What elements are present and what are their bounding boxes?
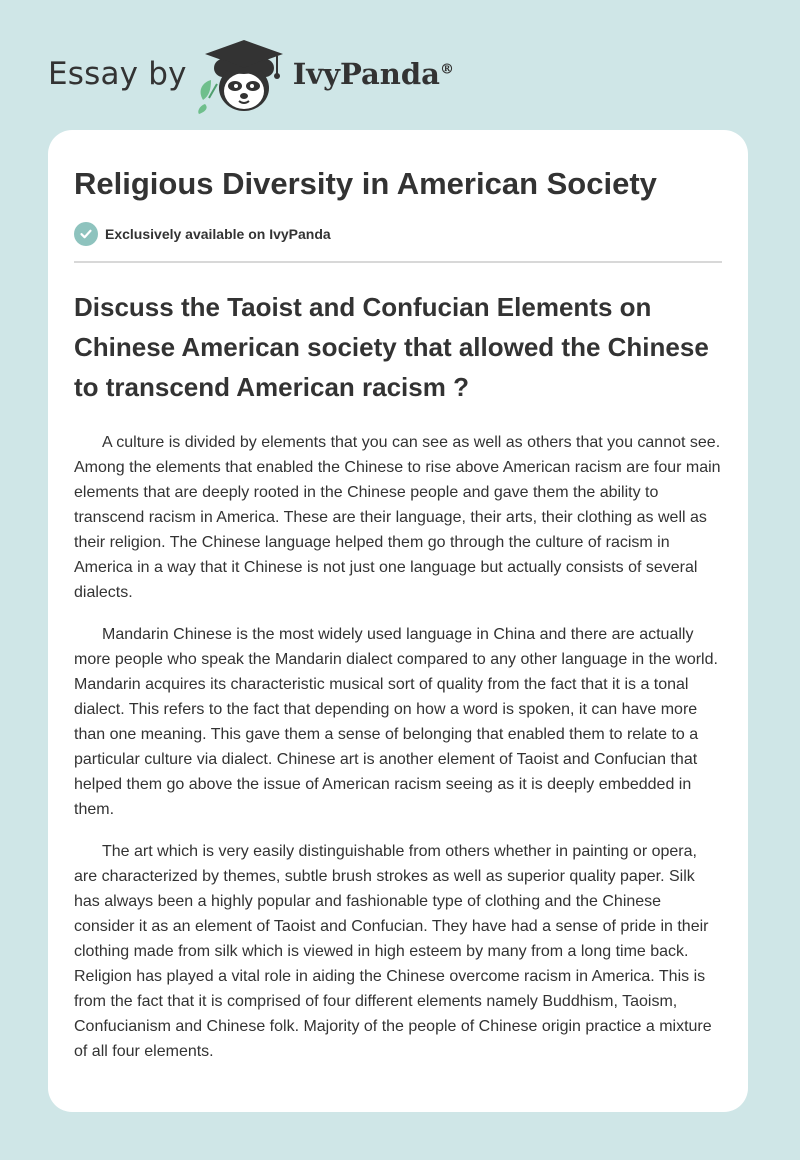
article-card	[48, 130, 748, 1112]
brand-prefix: Essay by	[48, 56, 187, 92]
paragraph-1: A culture is divided by elements that you can see as well as others that you cannot see. Among the elements that enabled the Chinese to rise above American racism are four main elements that are deeply rooted in the Chinese people and gave them the ability to transcend racism in America. These are their language, their arts, their clothing as well as their religion. The Chinese language helped them go through the culture of racism in America in a way that it Chinese is not just one language but actually consists of several dialects.	[74, 434, 721, 601]
paragraph-3: The art which is very easily distinguishable from others whether in painting or opera, are characterized by themes, subtle brush strokes as well as superior quality paper. Silk has always been a highly popular and fashionable type of clothing and the Chinese consider it as an element of Taoist and Confucian. They have had a sense of pride in their clothing made from silk which is viewed in high esteem by many from a long time back. Religion has played a vital role in aiding the Chinese overcome racism in America. This is from the fact that it is comprised of four different elements namely Buddhism, Taoism, Confucianism and Chinese folk. Majority of the people of Chinese origin practice a mixture of all four elements.	[74, 843, 712, 1060]
trademark-symbol: ®	[439, 61, 454, 78]
site-brand[interactable]	[48, 34, 454, 114]
paragraph-2: Mandarin Chinese is the most widely used language in China and there are actually more people who speak the Mandarin dialect compared to any other language in the world. Mandarin acquires its characteristic musical sort of quality from the fact that it is a tonal dialect. This refers to the fact that depending on how a word is spoken, it can have more than one meaning. This gave them a sense of belonging that enabled them to relate to a particular culture via dialect. Chinese art is another element of Taoist and Confucian that helped them go above the issue of American racism seeing as it is deeply embedded in them.	[74, 626, 718, 818]
panda-graduation-cap-icon	[195, 34, 291, 114]
brand-name: IvyPanda®	[292, 57, 454, 91]
question-heading: Discuss the Taoist and Confucian Elements on Chinese American society that allowed the Chinese to transcend American racism ?	[74, 292, 709, 402]
check-circle-icon	[74, 222, 98, 246]
badge-text: Exclusively available on IvyPanda	[105, 226, 331, 242]
page-title: Religious Diversity in American Society	[74, 166, 657, 201]
exclusive-badge	[74, 221, 722, 247]
